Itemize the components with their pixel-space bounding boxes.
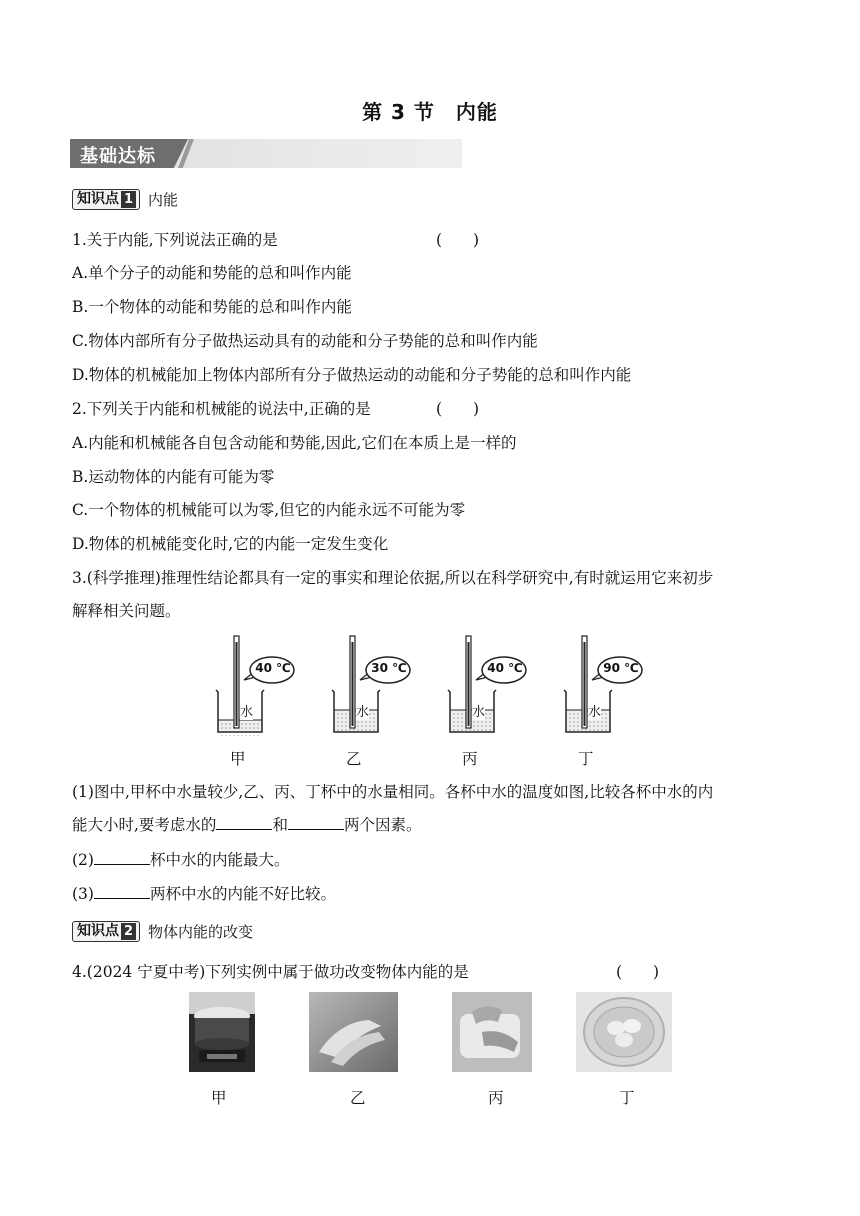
sub-question-1: (1)图中,甲杯中水量较少,乙、丙、丁杯中的水量相同。各杯中水的温度如图,比较各杯中水的内 xyxy=(72,783,714,801)
question-1-stem: 1.关于内能,下列说法正确的是 xyxy=(72,231,278,249)
temperature-label: 30 ℃ xyxy=(371,661,407,675)
sub-question-2: (2) 杯中水的内能最大。 xyxy=(72,851,290,869)
beaker-diagram xyxy=(562,632,652,742)
water-label: 水 xyxy=(472,705,486,720)
banner-label: 基础达标 xyxy=(80,146,156,167)
knowledge-point-name: 物体内能的改变 xyxy=(148,923,254,941)
photo-label: 甲 xyxy=(211,1089,227,1107)
answer-paren: ( ) xyxy=(616,963,660,981)
option: B.运动物体的内能有可能为零 xyxy=(72,468,275,486)
answer-blank[interactable] xyxy=(216,815,272,830)
answer-blank[interactable] xyxy=(94,884,150,899)
answer-paren: ( ) xyxy=(436,231,480,249)
sub-question-3: (3) 两杯中水的内能不好比较。 xyxy=(72,885,336,903)
water-label: 水 xyxy=(356,705,370,720)
question-2-stem: 2.下列关于内能和机械能的说法中,正确的是 xyxy=(72,400,371,418)
option: D.物体的机械能加上物体内部所有分子做热运动的动能和分子势能的总和叫作内能 xyxy=(72,366,632,384)
photo-label: 丁 xyxy=(619,1089,635,1107)
option: A.内能和机械能各自包含动能和势能,因此,它们在本质上是一样的 xyxy=(72,434,517,452)
beaker-label: 丙 xyxy=(462,750,478,768)
beaker-label: 甲 xyxy=(230,750,246,768)
hot-water-bag-photo xyxy=(452,992,534,1072)
option: D.物体的机械能变化时,它的内能一定发生变化 xyxy=(72,535,389,553)
temperature-label: 40 ℃ xyxy=(487,661,523,675)
page-title: 第 3 节 内能 xyxy=(362,100,498,124)
photo-label: 乙 xyxy=(350,1089,366,1107)
question-4-stem: 4.(2024 宁夏中考)下列实例中属于做功改变物体内能的是 xyxy=(72,963,469,981)
option: A.单个分子的动能和势能的总和叫作内能 xyxy=(72,264,352,282)
knowledge-point-2: 知识点 2 物体内能的改变 xyxy=(72,921,253,943)
option: C.物体内部所有分子做热运动具有的动能和分子势能的总和叫作内能 xyxy=(72,332,538,350)
answer-blank[interactable] xyxy=(94,850,150,865)
beaker-diagram xyxy=(330,632,420,742)
beaker-diagram xyxy=(214,632,304,742)
option: B.一个物体的动能和势能的总和叫作内能 xyxy=(72,298,352,316)
section-banner xyxy=(70,139,462,168)
eggs-in-water-photo xyxy=(576,992,658,1072)
water-label: 水 xyxy=(240,705,254,720)
answer-paren: ( ) xyxy=(436,400,480,418)
knowledge-point-1: 知识点 1 内能 xyxy=(72,189,178,211)
temperature-label: 40 ℃ xyxy=(255,661,291,675)
sub-question-1-cont: 能大小时,要考虑水的 和 两个因素。 xyxy=(72,816,422,834)
answer-blank[interactable] xyxy=(288,815,344,830)
rubbing-hands-photo xyxy=(309,992,391,1072)
temperature-label: 90 ℃ xyxy=(603,661,639,675)
beaker-diagram xyxy=(446,632,536,742)
water-label: 水 xyxy=(588,705,602,720)
question-3-stem-cont: 解释相关问题。 xyxy=(72,602,181,620)
knowledge-point-name: 内能 xyxy=(148,191,179,209)
beaker-label: 丁 xyxy=(578,750,594,768)
boiling-pot-photo xyxy=(189,992,271,1072)
option: C.一个物体的机械能可以为零,但它的内能永远不可能为零 xyxy=(72,501,466,519)
question-3-stem: 3.(科学推理)推理性结论都具有一定的事实和理论依据,所以在科学研究中,有时就运用它来初步 xyxy=(72,569,714,587)
photo-label: 丙 xyxy=(488,1089,504,1107)
beaker-label: 乙 xyxy=(346,750,362,768)
